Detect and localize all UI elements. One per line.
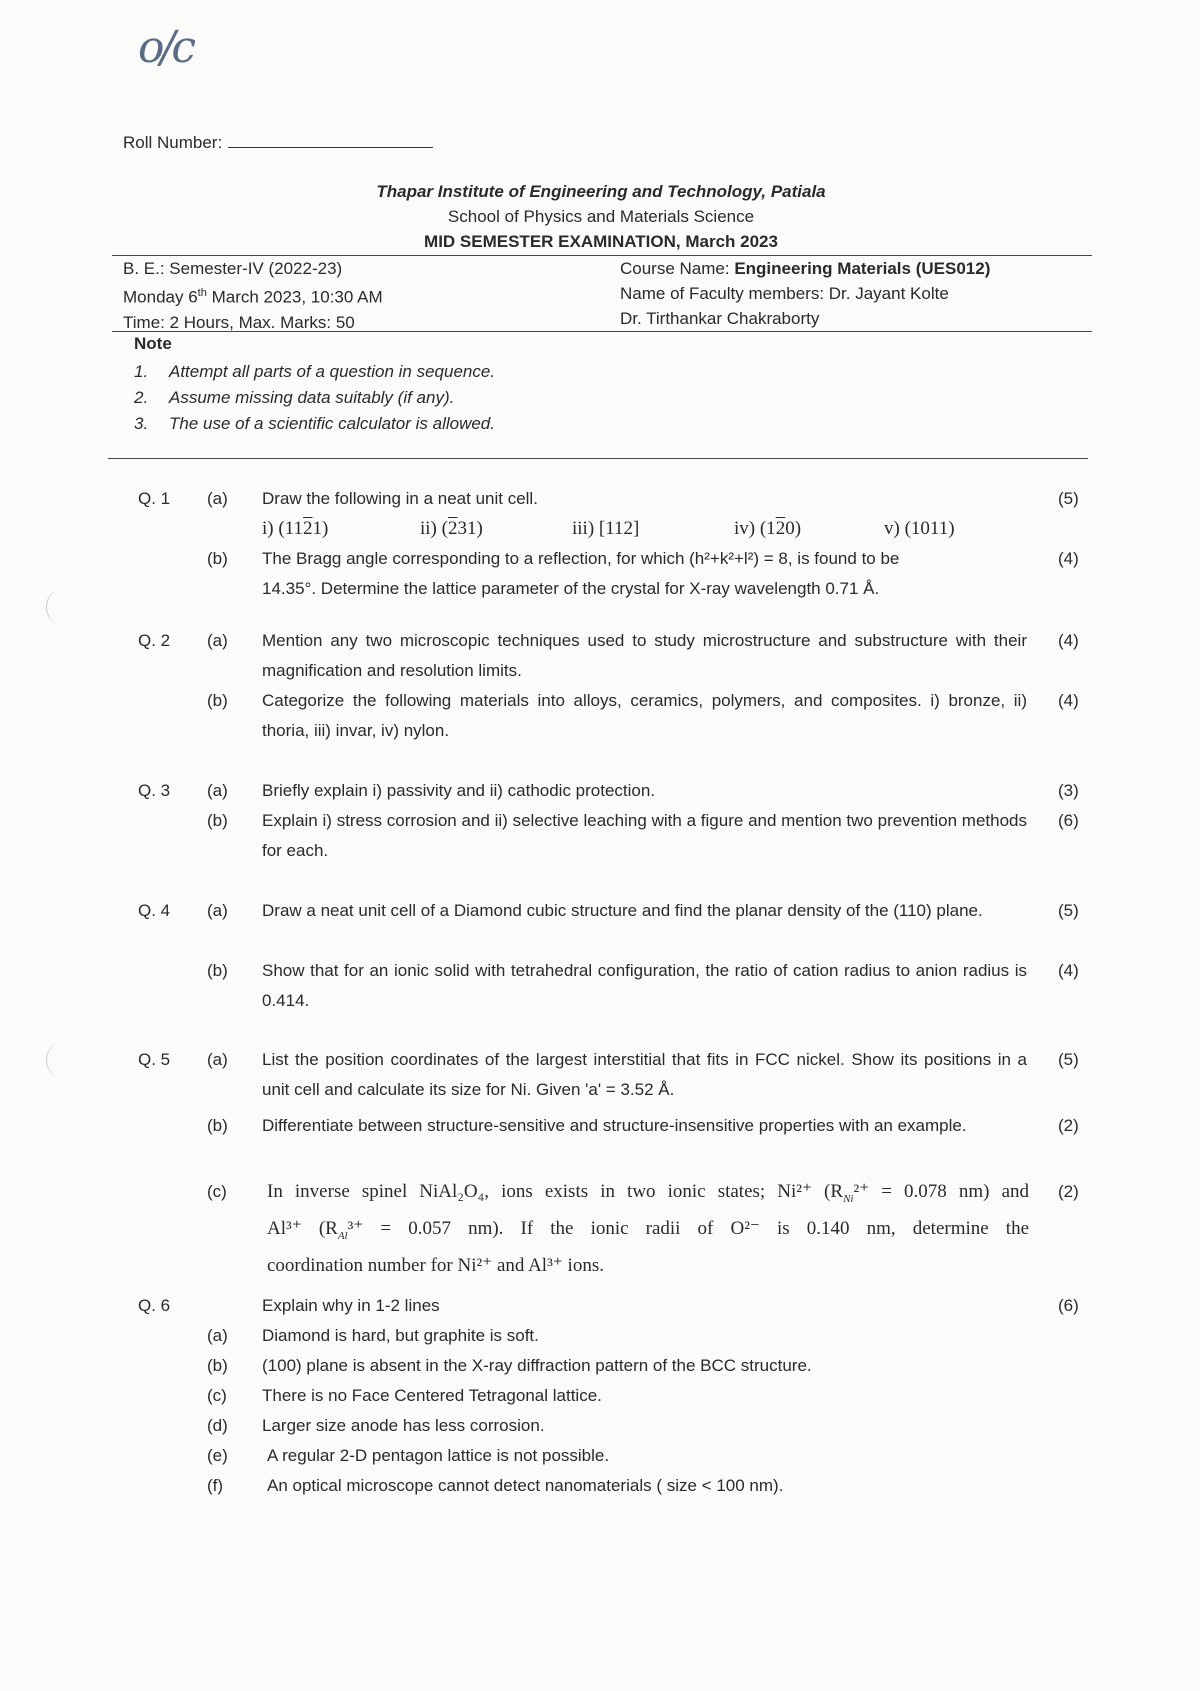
part-label: (a) — [207, 1326, 228, 1345]
handwritten-mark: o/c — [138, 22, 192, 73]
divider-meta — [112, 331, 1092, 332]
question-number: Q. 4 — [138, 901, 171, 920]
marks: (3) — [1058, 781, 1079, 800]
exam-meta-left — [123, 256, 383, 335]
part-label: (b) — [207, 549, 228, 568]
part-label: (a) — [207, 901, 228, 920]
question-number: Q. 3 — [138, 781, 171, 800]
part-label: (a) — [207, 489, 228, 508]
part-label: (c) — [207, 1182, 227, 1201]
question-text: Larger size anode has less corrosion. — [262, 1416, 545, 1435]
plane-ii: ii) (231) — [420, 518, 483, 539]
question-text: Differentiate between structure-sensitive and structure-insensitive properties with an example. — [262, 1116, 967, 1135]
question-text: Show that for an ionic solid with tetrahedral configuration, the ratio of cation radius to anion radius is 0.414. — [262, 961, 1027, 1010]
school-name: School of Physics and Materials Science — [447, 207, 755, 226]
miller-indices-list — [262, 514, 1027, 544]
question-text: Briefly explain i) passivity and ii) cathodic protection. — [262, 781, 656, 800]
question-number: Q. 6 — [138, 1296, 171, 1315]
note-item: 3. The use of a scientific calculator is allowed. — [134, 414, 495, 433]
roll-number-label: Roll Number: — [123, 133, 223, 152]
part-label: (f) — [207, 1476, 224, 1495]
question-text: Categorize the following materials into alloys, ceramics, polymers, and composites. i) bronze, ii) thoria, iii) invar, iv) nylon. — [262, 691, 1027, 740]
part-label: (b) — [207, 691, 228, 710]
exam-date: Monday 6th March 2023, 10:30 AM — [123, 287, 383, 307]
part-label: (b) — [207, 961, 228, 980]
marks: (5) — [1058, 1050, 1079, 1069]
part-label: (a) — [207, 631, 228, 650]
marks: (4) — [1058, 549, 1079, 568]
question-text: There is no Face Centered Tetragonal lattice. — [262, 1386, 602, 1405]
question-text: In inverse spinel NiAl₂O₄, ions exists in two ionic states; Ni²⁺ ($R_{Ni}^{2+} = 0.078$ nm) and Al³⁺ ($R_{Al}^{3+} = 0.057$ nm). If the ionic radii of O²⁻ is 0.140 nm, determine the coordination number for Ni²⁺ and Al³⁺ ions. — [267, 1181, 1029, 1276]
marks: (4) — [1058, 961, 1079, 980]
exam-title: MID SEMESTER EXAMINATION, March 2023 — [424, 232, 778, 251]
institute-name: Thapar Institute of Engineering and Technology, Patiala — [376, 182, 826, 201]
part-label: (b) — [207, 811, 228, 830]
part-label: (e) — [207, 1446, 228, 1465]
course-name: Course Name: Engineering Materials (UES012) — [620, 259, 991, 278]
question-text: Explain i) stress corrosion and ii) selective leaching with a figure and mention two prevention methods for each. — [262, 811, 1027, 860]
semester: B. E.: Semester-IV (2022-23) — [123, 259, 343, 278]
plane-v: v) (1011) — [884, 518, 955, 539]
plane-i: i) (1121) — [262, 518, 329, 539]
part-label: (d) — [207, 1416, 228, 1435]
plane-iv: iv) (120) — [734, 518, 802, 539]
marks: (4) — [1058, 691, 1079, 710]
note-list — [134, 359, 495, 437]
part-label: (c) — [207, 1386, 227, 1405]
part-label: (a) — [207, 781, 228, 800]
question-text: Mention any two microscopic techniques used to study microstructure and substructure with their magnification and resolution limits. — [262, 631, 1027, 680]
note-title: Note — [134, 334, 172, 353]
time-marks: Time: 2 Hours, Max. Marks: 50 — [123, 312, 355, 332]
faculty-line-2: Dr. Tirthankar Chakraborty — [620, 309, 820, 328]
marks: (6) — [1058, 1296, 1079, 1315]
part-label: (b) — [207, 1116, 228, 1135]
question-text: An optical microscope cannot detect nanomaterials ( size < 100 nm). — [267, 1476, 784, 1495]
marks: (2) — [1058, 1182, 1079, 1201]
note-item: 2. Assume missing data suitably (if any). — [134, 388, 455, 407]
marks: (2) — [1058, 1116, 1079, 1135]
punch-hole-mark — [46, 590, 74, 624]
roll-number-field — [123, 132, 433, 153]
marks: (5) — [1058, 901, 1079, 920]
part-label: (b) — [207, 1356, 228, 1375]
question-number: Q. 2 — [138, 631, 171, 650]
roll-number-blank — [228, 132, 433, 148]
exam-meta-right — [620, 256, 990, 331]
marks: (5) — [1058, 489, 1079, 508]
question-text: (100) plane is absent in the X-ray diffraction pattern of the BCC structure. — [262, 1356, 812, 1375]
note-item: 1. Attempt all parts of a question in sequence. — [134, 362, 496, 381]
part-label: (a) — [207, 1050, 228, 1069]
punch-hole-mark — [46, 1043, 74, 1077]
faculty-line-1: Name of Faculty members: Dr. Jayant Kolte — [620, 284, 949, 303]
divider-notes — [108, 458, 1088, 459]
question-text: A regular 2-D pentagon lattice is not possible. — [267, 1446, 610, 1465]
question-intro: Explain why in 1-2 lines — [262, 1296, 440, 1315]
question-text: The Bragg angle corresponding to a reflection, for which (h²+k²+l²) = 8, is found to be 14.35°. Determine the lattice parameter of the crystal for X-ray wavelength 0.71 Å. — [262, 549, 900, 598]
question-text: Diamond is hard, but graphite is soft. — [262, 1326, 539, 1345]
question-text: Draw a neat unit cell of a Diamond cubic structure and find the planar density of the (110) plane. — [262, 901, 983, 920]
question-text: List the position coordinates of the largest interstitial that fits in FCC nickel. Show its positions in a unit cell and calculate its size for Ni. Given 'a' = 3.52 Å. — [262, 1050, 1027, 1099]
question-text: Draw the following in a neat unit cell. — [262, 489, 538, 508]
marks: (4) — [1058, 631, 1079, 650]
direction-iii: iii) [112] — [572, 518, 640, 539]
question-number: Q. 1 — [138, 489, 171, 508]
question-number: Q. 5 — [138, 1050, 171, 1069]
marks: (6) — [1058, 811, 1079, 830]
